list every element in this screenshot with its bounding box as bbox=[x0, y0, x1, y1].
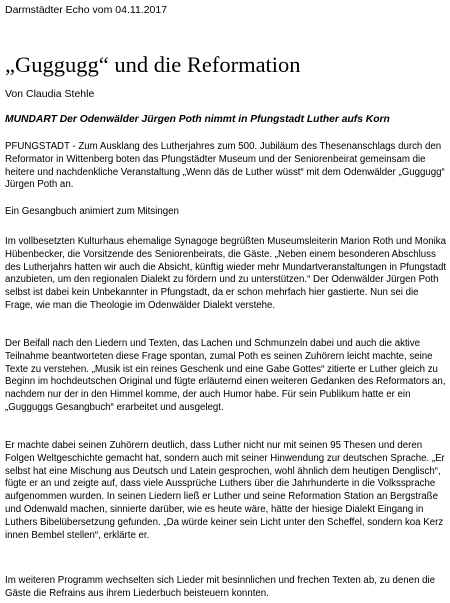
article-subheadline: MUNDART Der Odenwälder Jürgen Poth nimmt in Pfungstadt Luther aufs Korn bbox=[5, 114, 390, 125]
article-paragraph-3: Der Beifall nach den Liedern und Texten, das Lachen und Schmunzeln dabei und auch die aktive Teilnahme beantworteten diese Frage spontan, zumal Poth es seinen Zuhörern leicht machte, seine Texte zu verstehen. „Musik ist ein reines Geschenk und eine Gabe Gottes“ zitierte er Luther gleich zu Beginn im hochdeutschen Original und fügte erläuternd einen weiteren Gedanken des Reformators an, nachdem nur der in den Himmel komme, der auch Humor habe. Für sein Publikum hatte er ein „Gugguggs Gesangbuch“ erarbeitet und ausgelegt. bbox=[5, 338, 446, 413]
article-paragraph-2: Im vollbesetzten Kulturhaus ehemalige Synagoge begrüßten Museumsleiterin Marion Roth und Monika Hübenbecker, die Vorsitzende des Seniorenbeirats, die Gäste. „Neben einem besonderen Abschluss des Lutherjahrs hatten wir auch die Absicht, künftig wieder mehr Mundartveranstaltungen in Pfungstadt anzubieten, um den regionalen Dialekt zu fördern und zu unterstützen.“ Der Odenwälder Jürgen Poth selbst ist dabei kein Unbekannter in Pfungstadt, da er schon mehrfach hier gastierte. Nun sei die Frage, wie man die Theologie im Odenwälder Dialekt verstehe. bbox=[5, 236, 447, 311]
article-paragraph-5: Im weiteren Programm wechselten sich Lieder mit besinnlichen und frechen Texten ab, zu denen die Gäste die Refrains aus ihrem Liederbuch beisteuern konnten. bbox=[5, 575, 436, 599]
source-line: Darmstädter Echo vom 04.11.2017 bbox=[5, 4, 168, 16]
article-byline: Von Claudia Stehle bbox=[5, 88, 95, 100]
article-title: „Guggugg“ und die Reformation bbox=[5, 52, 301, 77]
article-intertitle: Ein Gesangbuch animiert zum Mitsingen bbox=[5, 206, 179, 217]
article-paragraph-4: Er machte dabei seinen Zuhörern deutlich, dass Luther nicht nur mit seinen 95 Thesen und deren Folgen Weltgeschichte gemacht hat, sondern auch mit seiner Hinwendung zur deutschen Sprache. „Er selbst hat eine Mischung aus Deutsch und Latein gesprochen, wohl ähnlich dem heutigen Denglisch“, fügte er an und zeigte auf, dass viele Aussprüche Luthers über die Jahrhunderte in die Volkssprache aufgenommen wurden. In seinen Liedern ließ er Luther und seine Reformation Station an Bergstraße und Odenwald machen, sinnierte darüber, wie es heute wäre, hätte der hiesige Dialekt Eingang in Luthers Bibelübersetzung gefunden. „Da würde keiner sein Licht unter den Scheffel, sondern koa Kerz innen Bembel stellen“, erklärte er. bbox=[5, 440, 445, 541]
article-paragraph-lead: PFUNGSTADT - Zum Ausklang des Lutherjahres zum 500. Jubiläum des Thesenanschlags durch den Reformator in Wittenberg boten das Pfungstädter Museum und der Seniorenbeirat gemeinsam die heitere und nachdenkliche Veranstaltung „Wenn däs de Luther wüsst“ mit dem Odenwälder „Guggugg“ Jürgen Poth an. bbox=[5, 141, 445, 191]
